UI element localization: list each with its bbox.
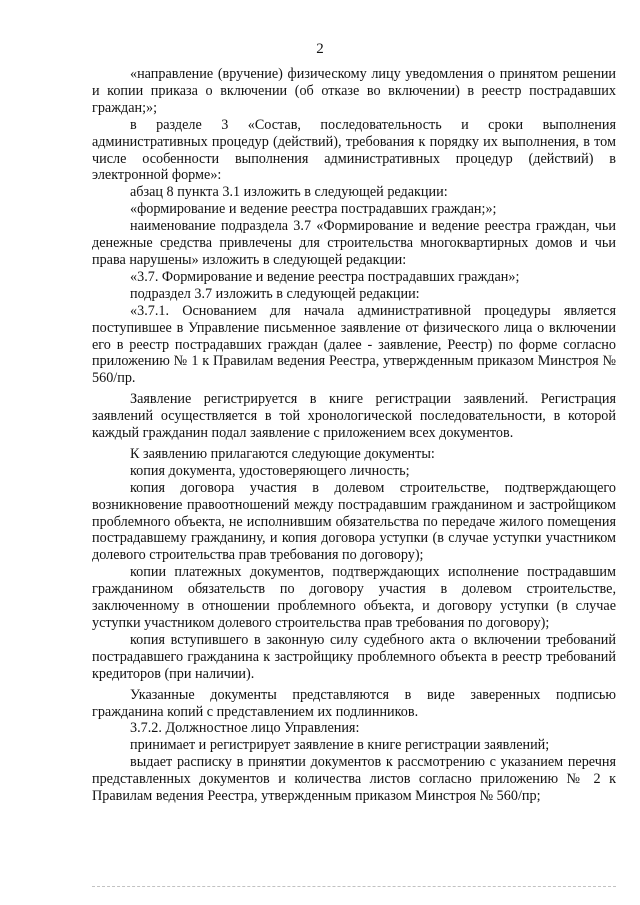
paragraph-attachment-payments: копии платежных документов, подтверждающих исполнение пострадавшим гражданином обязательств по договору участия в долевом строительстве, заключенному в отношении проблемного объекта, и договору уступки (в случае уступки участником долевого строительства прав требования по договору); xyxy=(92,564,616,631)
paragraph-certified-copies: Указанные документы представляются в виде заверенных подписью гражданина копий с представлением их подлинников. xyxy=(92,686,616,720)
paragraph-section-3-amendment: в разделе 3 «Состав, последовательность и сроки выполнения административных процедур (действий), требования к порядку их выполнения, в том числе особенности выполнения административных процедур (действий) в электронной форме»: xyxy=(92,116,616,184)
paragraph-accepts-registers: принимает и регистрирует заявление в книге регистрации заявлений; xyxy=(130,737,550,754)
paragraph-clause-3-1-text: «формирование и ведение реестра пострадавших граждан;»; xyxy=(130,201,497,218)
paragraph-attachment-identity: копия документа, удостоверяющего личность; xyxy=(130,462,410,479)
paragraph-registration: Заявление регистрируется в книге регистрации заявлений. Регистрация заявлений осуществляется в той хронологической последовательности, в которой каждый гражданин подал заявление с приложением всех документов. xyxy=(92,391,616,442)
paragraph-subsection-3-7-intro: подраздел 3.7 изложить в следующей редакции: xyxy=(130,285,420,302)
page-number: 2 xyxy=(316,41,324,57)
paragraph-3-7-2: 3.7.2. Должностное лицо Управления: xyxy=(130,720,360,737)
document-body xyxy=(92,66,616,805)
paragraph-attachment-court-act: копия вступившего в законную силу судебного акта о включении требований пострадавшего гражданина к застройщику проблемного объекта в реестр требований кредиторов (при наличии). xyxy=(92,631,616,682)
paragraph-attachment-contract: копия договора участия в долевом строительстве, подтверждающего возникновение правоотношений между пострадавшим гражданином и застройщиком проблемного объекта, не исполнившим обязательства по передаче жилого помещения пострадавшему гражданину, и копия договора уступки (в случае уступки участником долевого строительства прав требования по договору); xyxy=(92,479,616,564)
paragraph-subsection-title-intro: наименование подраздела 3.7 «Формирование и ведение реестра граждан, чьи денежные средства привлечены для строительства многоквартирных домов и чьи права нарушены» изложить в следующей редакции: xyxy=(92,218,616,268)
footer-divider xyxy=(92,886,616,887)
paragraph-clause-3-1-intro: абзац 8 пункта 3.1 изложить в следующей редакции: xyxy=(130,184,448,201)
paragraph-3-7-1: «3.7.1. Основанием для начала административной процедуры является поступившее в Управление письменное заявление от физического лица о включении его в реестр пострадавших граждан (далее - заявление, Реестр) по форме согласно приложению № 1 к Правилам ведения Реестра, утвержденным приказом Минстроя № 560/пр. xyxy=(92,302,616,387)
paragraph-issues-receipt: выдает расписку в принятии документов к рассмотрению с указанием перечня представленных документов и количества листов согласно приложению № 2 к Правилам ведения Реестра, утвержденным приказом Минстроя № 560/пр; xyxy=(92,754,616,805)
paragraph-attachments-intro: К заявлению прилагаются следующие документы: xyxy=(130,445,435,462)
paragraph-notification-item: «направление (вручение) физическому лицу уведомления о принятом решении и копии приказа о включении (об отказе во включении) в реестр пострадавших граждан;»; xyxy=(92,66,616,116)
paragraph-subsection-title-text: «3.7. Формирование и ведение реестра пострадавших граждан»; xyxy=(130,268,520,285)
